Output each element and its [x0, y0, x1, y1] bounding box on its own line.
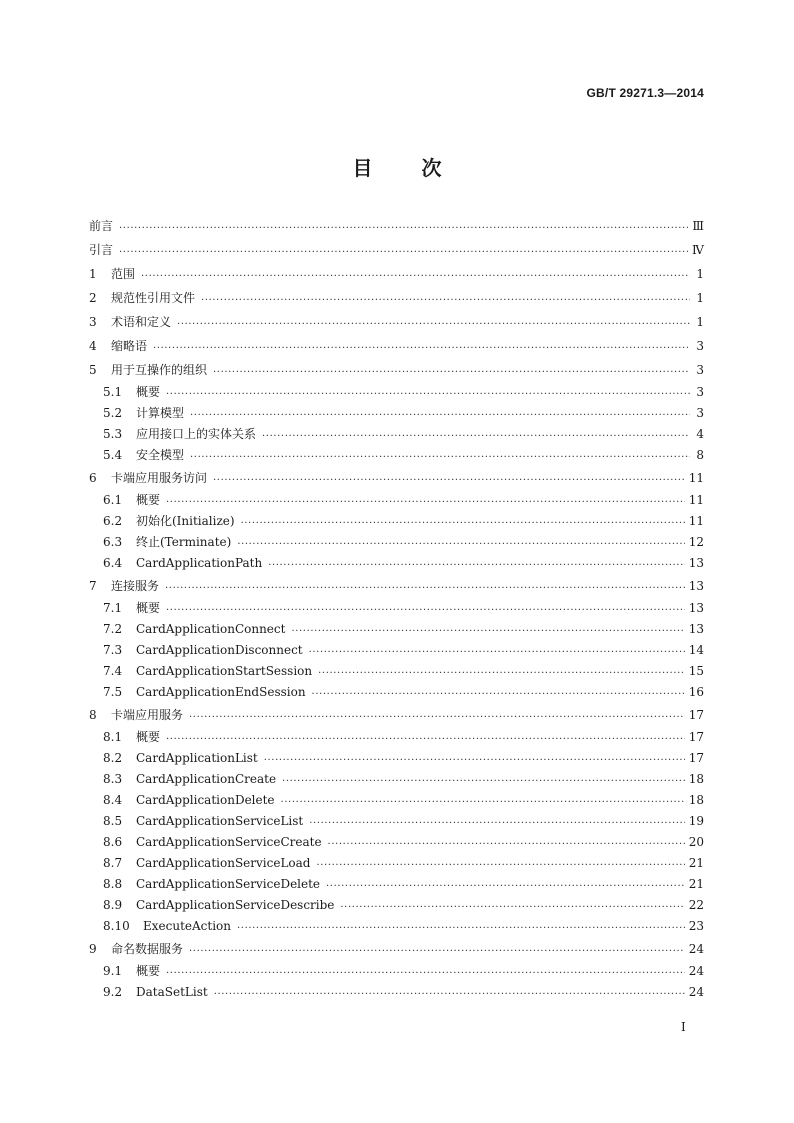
- toc-dot-leader: [316, 857, 684, 871]
- toc-entry-page: 3: [696, 363, 704, 377]
- toc-entry-chapter[interactable]: [89, 466, 704, 490]
- toc-entry-section[interactable]: [89, 790, 704, 811]
- toc-entry-number: 8.10: [103, 919, 130, 933]
- toc-entry-section[interactable]: [89, 532, 704, 553]
- toc-entry-number: 8.6: [103, 835, 123, 849]
- toc-entry-page: 17: [688, 730, 704, 744]
- toc-entry-section[interactable]: [89, 403, 704, 424]
- toc-entry-section[interactable]: [89, 382, 704, 403]
- toc-dot-leader: [318, 665, 685, 679]
- toc-entry-title: CardApplicationConnect: [136, 622, 286, 636]
- toc-entry-title: CardApplicationDisconnect: [136, 643, 303, 657]
- toc-entry-title: CardApplicationPath: [136, 556, 263, 570]
- toc-entry-title: 术语和定义: [111, 315, 172, 329]
- toc-entry-number: 7.1: [103, 601, 123, 615]
- toc-entry-title: CardApplicationStartSession: [136, 664, 313, 678]
- toc-entry-number: 5.4: [103, 448, 123, 462]
- toc-entry-number: 1: [89, 267, 97, 281]
- toc-dot-leader: [166, 965, 685, 979]
- toc-entry-title: 引言: [89, 243, 114, 257]
- toc-entry-page: 16: [688, 685, 704, 699]
- toc-dot-leader: [119, 244, 688, 258]
- toc-dot-leader: [165, 580, 685, 594]
- toc-entry-title: 初始化(Initialize): [136, 514, 235, 528]
- toc-dot-leader: [201, 292, 690, 306]
- toc-entry-chapter[interactable]: [89, 238, 704, 262]
- toc-entry-page: 15: [688, 664, 704, 678]
- toc-entry-title: CardApplicationEndSession: [136, 685, 306, 699]
- toc-dot-leader: [166, 386, 690, 400]
- toc-entry-number: 3: [89, 315, 97, 329]
- toc-dot-leader: [166, 494, 685, 508]
- toc-entry-page: 3: [696, 339, 704, 353]
- toc-entry-section[interactable]: [89, 811, 704, 832]
- toc-entry-section[interactable]: [89, 619, 704, 640]
- toc-entry-page: 22: [688, 898, 704, 912]
- toc-entry-page: 11: [688, 471, 704, 485]
- toc-entry-title: DataSetList: [136, 985, 208, 999]
- toc-entry-number: 8.2: [103, 751, 123, 765]
- toc-dot-leader: [241, 515, 685, 529]
- toc-entry-page: 17: [688, 751, 704, 765]
- toc-entry-number: 8.8: [103, 877, 123, 891]
- toc-entry-page: 21: [688, 877, 704, 891]
- toc-entry-number: 2: [89, 291, 97, 305]
- toc-entry-number: 8.5: [103, 814, 123, 828]
- toc-entry-section[interactable]: [89, 895, 704, 916]
- toc-entry-page: 23: [688, 919, 704, 933]
- toc-entry-number: 8.7: [103, 856, 123, 870]
- toc-dot-leader: [291, 623, 684, 637]
- toc-entry-title: CardApplicationServiceDescribe: [136, 898, 335, 912]
- toc-entry-section[interactable]: [89, 424, 704, 445]
- toc-dot-leader: [153, 340, 690, 354]
- toc-entry-title: 卡端应用服务: [111, 708, 184, 722]
- toc-entry-title: 终止(Terminate): [136, 535, 232, 549]
- toc-entry-number: 5: [89, 363, 97, 377]
- toc-entry-section[interactable]: [89, 853, 704, 874]
- toc-entry-number: 8.9: [103, 898, 123, 912]
- toc-dot-leader: [262, 428, 690, 442]
- toc-entry-section[interactable]: [89, 640, 704, 661]
- toc-entry-title: CardApplicationList: [136, 751, 258, 765]
- toc-dot-leader: [326, 878, 685, 892]
- toc-entry-page: 20: [688, 835, 704, 849]
- toc-entry-number: 4: [89, 339, 97, 353]
- toc-entry-page: Ⅲ: [692, 219, 704, 233]
- toc-entry-title: 前言: [89, 219, 114, 233]
- toc-entry-title: CardApplicationServiceCreate: [136, 835, 322, 849]
- toc-dot-leader: [166, 602, 685, 616]
- toc-dot-leader: [119, 220, 688, 234]
- toc-entry-title: CardApplicationServiceDelete: [136, 877, 321, 891]
- toc-dot-leader: [189, 943, 685, 957]
- toc-entry-title: 概要: [136, 385, 161, 399]
- toc-entry-chapter[interactable]: [89, 286, 704, 310]
- toc-entry-page: 3: [696, 385, 704, 399]
- toc-entry-title: 连接服务: [111, 579, 160, 593]
- toc-entry-number: 8.1: [103, 730, 123, 744]
- toc-entry-page: 18: [688, 793, 704, 807]
- toc-dot-leader: [189, 709, 685, 723]
- toc-dot-leader: [312, 686, 685, 700]
- toc-dot-leader: [264, 752, 685, 766]
- toc-entry-chapter[interactable]: [89, 574, 704, 598]
- toc-entry-section[interactable]: [89, 661, 704, 682]
- toc-entry-section[interactable]: [89, 490, 704, 511]
- toc-entry-title: 概要: [136, 964, 161, 978]
- toc-entry-section[interactable]: [89, 748, 704, 769]
- toc-entry-page: 13: [688, 601, 704, 615]
- toc-entry-page: 17: [688, 708, 704, 722]
- toc-dot-leader: [309, 815, 684, 829]
- page-folio: I: [681, 1020, 686, 1034]
- toc-entry-page: Ⅳ: [692, 243, 704, 257]
- toc-entry-page: 12: [688, 535, 704, 549]
- toc-entry-title: 缩略语: [111, 339, 148, 353]
- toc-entry-chapter[interactable]: [89, 358, 704, 382]
- toc-dot-leader: [281, 794, 685, 808]
- toc-entry-page: 19: [688, 814, 704, 828]
- toc-entry-section[interactable]: [89, 598, 704, 619]
- toc-dot-leader: [282, 773, 685, 787]
- toc-entry-number: 6: [89, 471, 97, 485]
- toc-entry-number: 7.4: [103, 664, 123, 678]
- toc-dot-leader: [190, 407, 690, 421]
- toc-entry-title: 范围: [111, 267, 136, 281]
- toc-dot-leader: [213, 472, 685, 486]
- toc-entry-title: 应用接口上的实体关系: [136, 427, 257, 441]
- toc-entry-section[interactable]: [89, 511, 704, 532]
- toc-entry-section[interactable]: [89, 982, 704, 1003]
- toc-dot-leader: [177, 316, 690, 330]
- toc-entry-section[interactable]: [89, 682, 704, 703]
- toc-entry-number: 6.1: [103, 493, 123, 507]
- toc-dot-leader: [237, 536, 684, 550]
- toc-entry-page: 24: [688, 942, 704, 956]
- toc-entry-section[interactable]: [89, 832, 704, 853]
- toc-entry-page: 3: [696, 406, 704, 420]
- toc-entry-chapter[interactable]: [89, 334, 704, 358]
- toc-dot-leader: [328, 836, 685, 850]
- toc-entry-number: 8.4: [103, 793, 123, 807]
- toc-entry-number: 7: [89, 579, 97, 593]
- table-of-contents: [89, 214, 704, 1003]
- toc-entry-title: CardApplicationServiceList: [136, 814, 304, 828]
- toc-entry-chapter[interactable]: [89, 262, 704, 286]
- toc-entry-page: 11: [688, 514, 704, 528]
- toc-entry-title: 卡端应用服务访问: [111, 471, 208, 485]
- toc-entry-title: ExecuteAction: [143, 919, 232, 933]
- toc-entry-section[interactable]: [89, 553, 704, 574]
- toc-entry-title: 规范性引用文件: [111, 291, 196, 305]
- toc-dot-leader: [214, 986, 685, 1000]
- toc-entry-number: 5.2: [103, 406, 123, 420]
- page-title: 目 次: [352, 156, 442, 180]
- toc-entry-number: 5.1: [103, 385, 123, 399]
- toc-entry-page: 18: [688, 772, 704, 786]
- toc-entry-section[interactable]: [89, 727, 704, 748]
- toc-entry-page: 1: [696, 315, 704, 329]
- toc-entry-section[interactable]: [89, 445, 704, 466]
- toc-entry-title: CardApplicationDelete: [136, 793, 275, 807]
- toc-entry-page: 14: [688, 643, 704, 657]
- toc-dot-leader: [141, 268, 690, 282]
- toc-dot-leader: [166, 731, 685, 745]
- toc-entry-title: 概要: [136, 730, 161, 744]
- standard-code: GB/T 29271.3—2014: [586, 86, 704, 100]
- toc-entry-number: 9: [89, 942, 97, 956]
- toc-entry-number: 9.1: [103, 964, 123, 978]
- toc-entry-page: 13: [688, 556, 704, 570]
- toc-entry-section[interactable]: [89, 916, 704, 937]
- toc-entry-number: 8: [89, 708, 97, 722]
- toc-entry-title: 安全模型: [136, 448, 185, 462]
- toc-entry-section[interactable]: [89, 769, 704, 790]
- toc-entry-number: 7.3: [103, 643, 123, 657]
- toc-entry-page: 11: [688, 493, 704, 507]
- toc-entry-number: 6.3: [103, 535, 123, 549]
- toc-dot-leader: [237, 920, 685, 934]
- toc-entry-chapter[interactable]: [89, 310, 704, 334]
- toc-entry-title: 命名数据服务: [111, 942, 184, 956]
- toc-entry-page: 1: [696, 267, 704, 281]
- toc-entry-chapter[interactable]: [89, 214, 704, 238]
- toc-entry-number: 6.2: [103, 514, 123, 528]
- toc-entry-number: 6.4: [103, 556, 123, 570]
- toc-entry-section[interactable]: [89, 874, 704, 895]
- toc-entry-page: 13: [688, 622, 704, 636]
- toc-entry-page: 8: [696, 448, 704, 462]
- toc-entry-title: 概要: [136, 601, 161, 615]
- toc-entry-number: 5.3: [103, 427, 123, 441]
- toc-entry-page: 4: [696, 427, 704, 441]
- toc-entry-number: 8.3: [103, 772, 123, 786]
- toc-entry-number: 7.2: [103, 622, 123, 636]
- toc-entry-chapter[interactable]: [89, 703, 704, 727]
- toc-entry-title: 用于互操作的组织: [111, 363, 208, 377]
- toc-entry-title: 计算模型: [136, 406, 185, 420]
- toc-entry-chapter[interactable]: [89, 937, 704, 961]
- toc-entry-title: CardApplicationServiceLoad: [136, 856, 311, 870]
- toc-dot-leader: [340, 899, 684, 913]
- toc-entry-number: 9.2: [103, 985, 123, 999]
- toc-dot-leader: [309, 644, 685, 658]
- toc-dot-leader: [213, 364, 690, 378]
- toc-entry-page: 21: [688, 856, 704, 870]
- toc-dot-leader: [190, 449, 690, 463]
- toc-entry-page: 13: [688, 579, 704, 593]
- toc-entry-title: CardApplicationCreate: [136, 772, 277, 786]
- toc-dot-leader: [268, 557, 685, 571]
- toc-entry-section[interactable]: [89, 961, 704, 982]
- toc-entry-page: 24: [688, 985, 704, 999]
- toc-entry-page: 1: [696, 291, 704, 305]
- toc-entry-page: 24: [688, 964, 704, 978]
- toc-entry-number: 7.5: [103, 685, 123, 699]
- toc-entry-title: 概要: [136, 493, 161, 507]
